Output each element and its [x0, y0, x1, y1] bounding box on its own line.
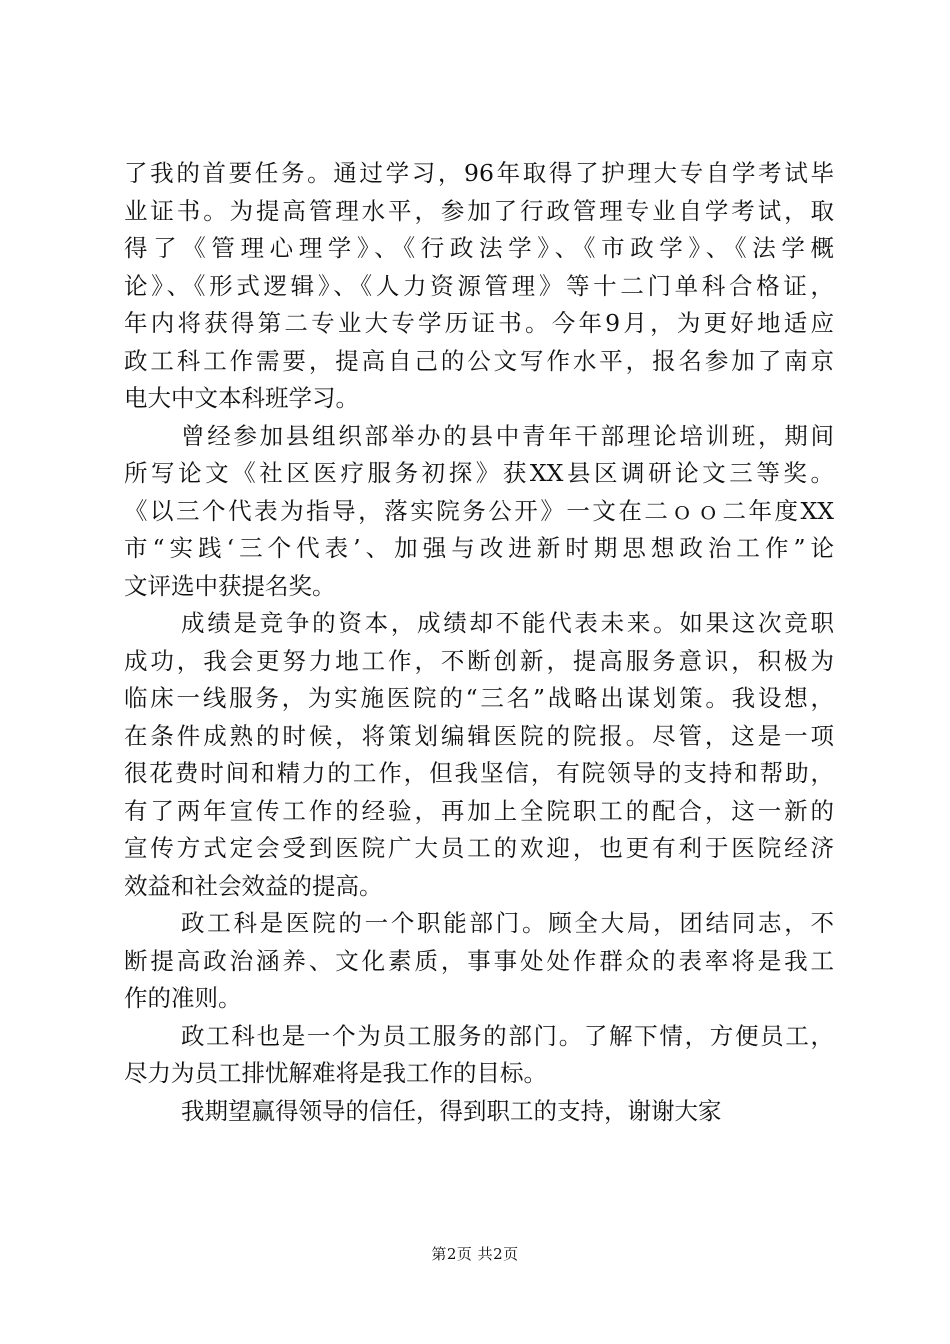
text-line: 曾经参加县组织部举办的县中青年干部理论培训班，期间: [181, 421, 834, 450]
text-line: 论》、《形式逻辑》、《人力资源管理》等十二门单科合格证，: [124, 271, 834, 300]
text-line: 成功，我会更努力地工作，不断创新，提高服务意识，积极为: [124, 646, 834, 675]
text-line: 作的准则。: [124, 984, 242, 1012]
text-line: 市“实践‘三个代表’、加强与改进新时期思想政治工作”论: [124, 534, 834, 562]
text-line: 得了《管理心理学》、《行政法学》、《市政学》、《法学概: [124, 234, 834, 262]
text-line: 我期望赢得领导的信任，得到职工的支持，谢谢大家: [181, 1096, 722, 1125]
text-line: 了我的首要任务。通过学习，96年取得了护理大专自学考试毕: [124, 159, 834, 187]
text-line: 政工科工作需要，提高自己的公文写作水平，报名参加了南京: [124, 346, 834, 375]
text-line: 业证书。为提高管理水平，参加了行政管理专业自学考试，取: [124, 196, 834, 225]
text-line: 断提高政治涵养、文化素质，事事处处作群众的表率将是我工: [124, 946, 834, 975]
text-line: 尽力为员工排忧解难将是我工作的目标。: [124, 1059, 547, 1087]
text-line: 在条件成熟的时候，将策划编辑医院的院报。尽管，这是一项: [124, 721, 834, 750]
text-line: 宣传方式定会受到医院广大员工的欢迎，也更有利于医院经济: [124, 834, 834, 862]
text-line: 成绩是竞争的资本，成绩却不能代表未来。如果这次竞职: [181, 609, 834, 637]
text-line: 年内将获得第二专业大专学历证书。今年9月，为更好地适应: [124, 309, 834, 337]
text-line: 政工科是医院的一个职能部门。顾全大局，团结同志，不: [181, 909, 834, 937]
text-line: 所写论文《社区医疗服务初探》获XX县区调研论文三等奖。: [124, 459, 834, 487]
text-line: 很花费时间和精力的工作，但我坚信，有院领导的支持和帮助，: [124, 759, 834, 787]
page-footer: 第2页 共2页: [431, 1245, 519, 1263]
text-line: 临床一线服务，为实施医院的“三名”战略出谋划策。我设想，: [124, 684, 834, 712]
body-text: [124, 155, 834, 1130]
text-line: 电大中文本科班学习。: [124, 384, 359, 412]
text-line: 效益和社会效益的提高。: [124, 871, 383, 900]
text-line: 政工科也是一个为员工服务的部门。了解下情，方便员工，: [181, 1021, 834, 1050]
text-line: 《以三个代表为指导，落实院务公开》一文在二ｏｏ二年度XX: [124, 496, 834, 525]
text-line: 有了两年宣传工作的经验，再加上全院职工的配合，这一新的: [124, 796, 834, 825]
text-line: 文评选中获提名奖。: [124, 571, 336, 600]
